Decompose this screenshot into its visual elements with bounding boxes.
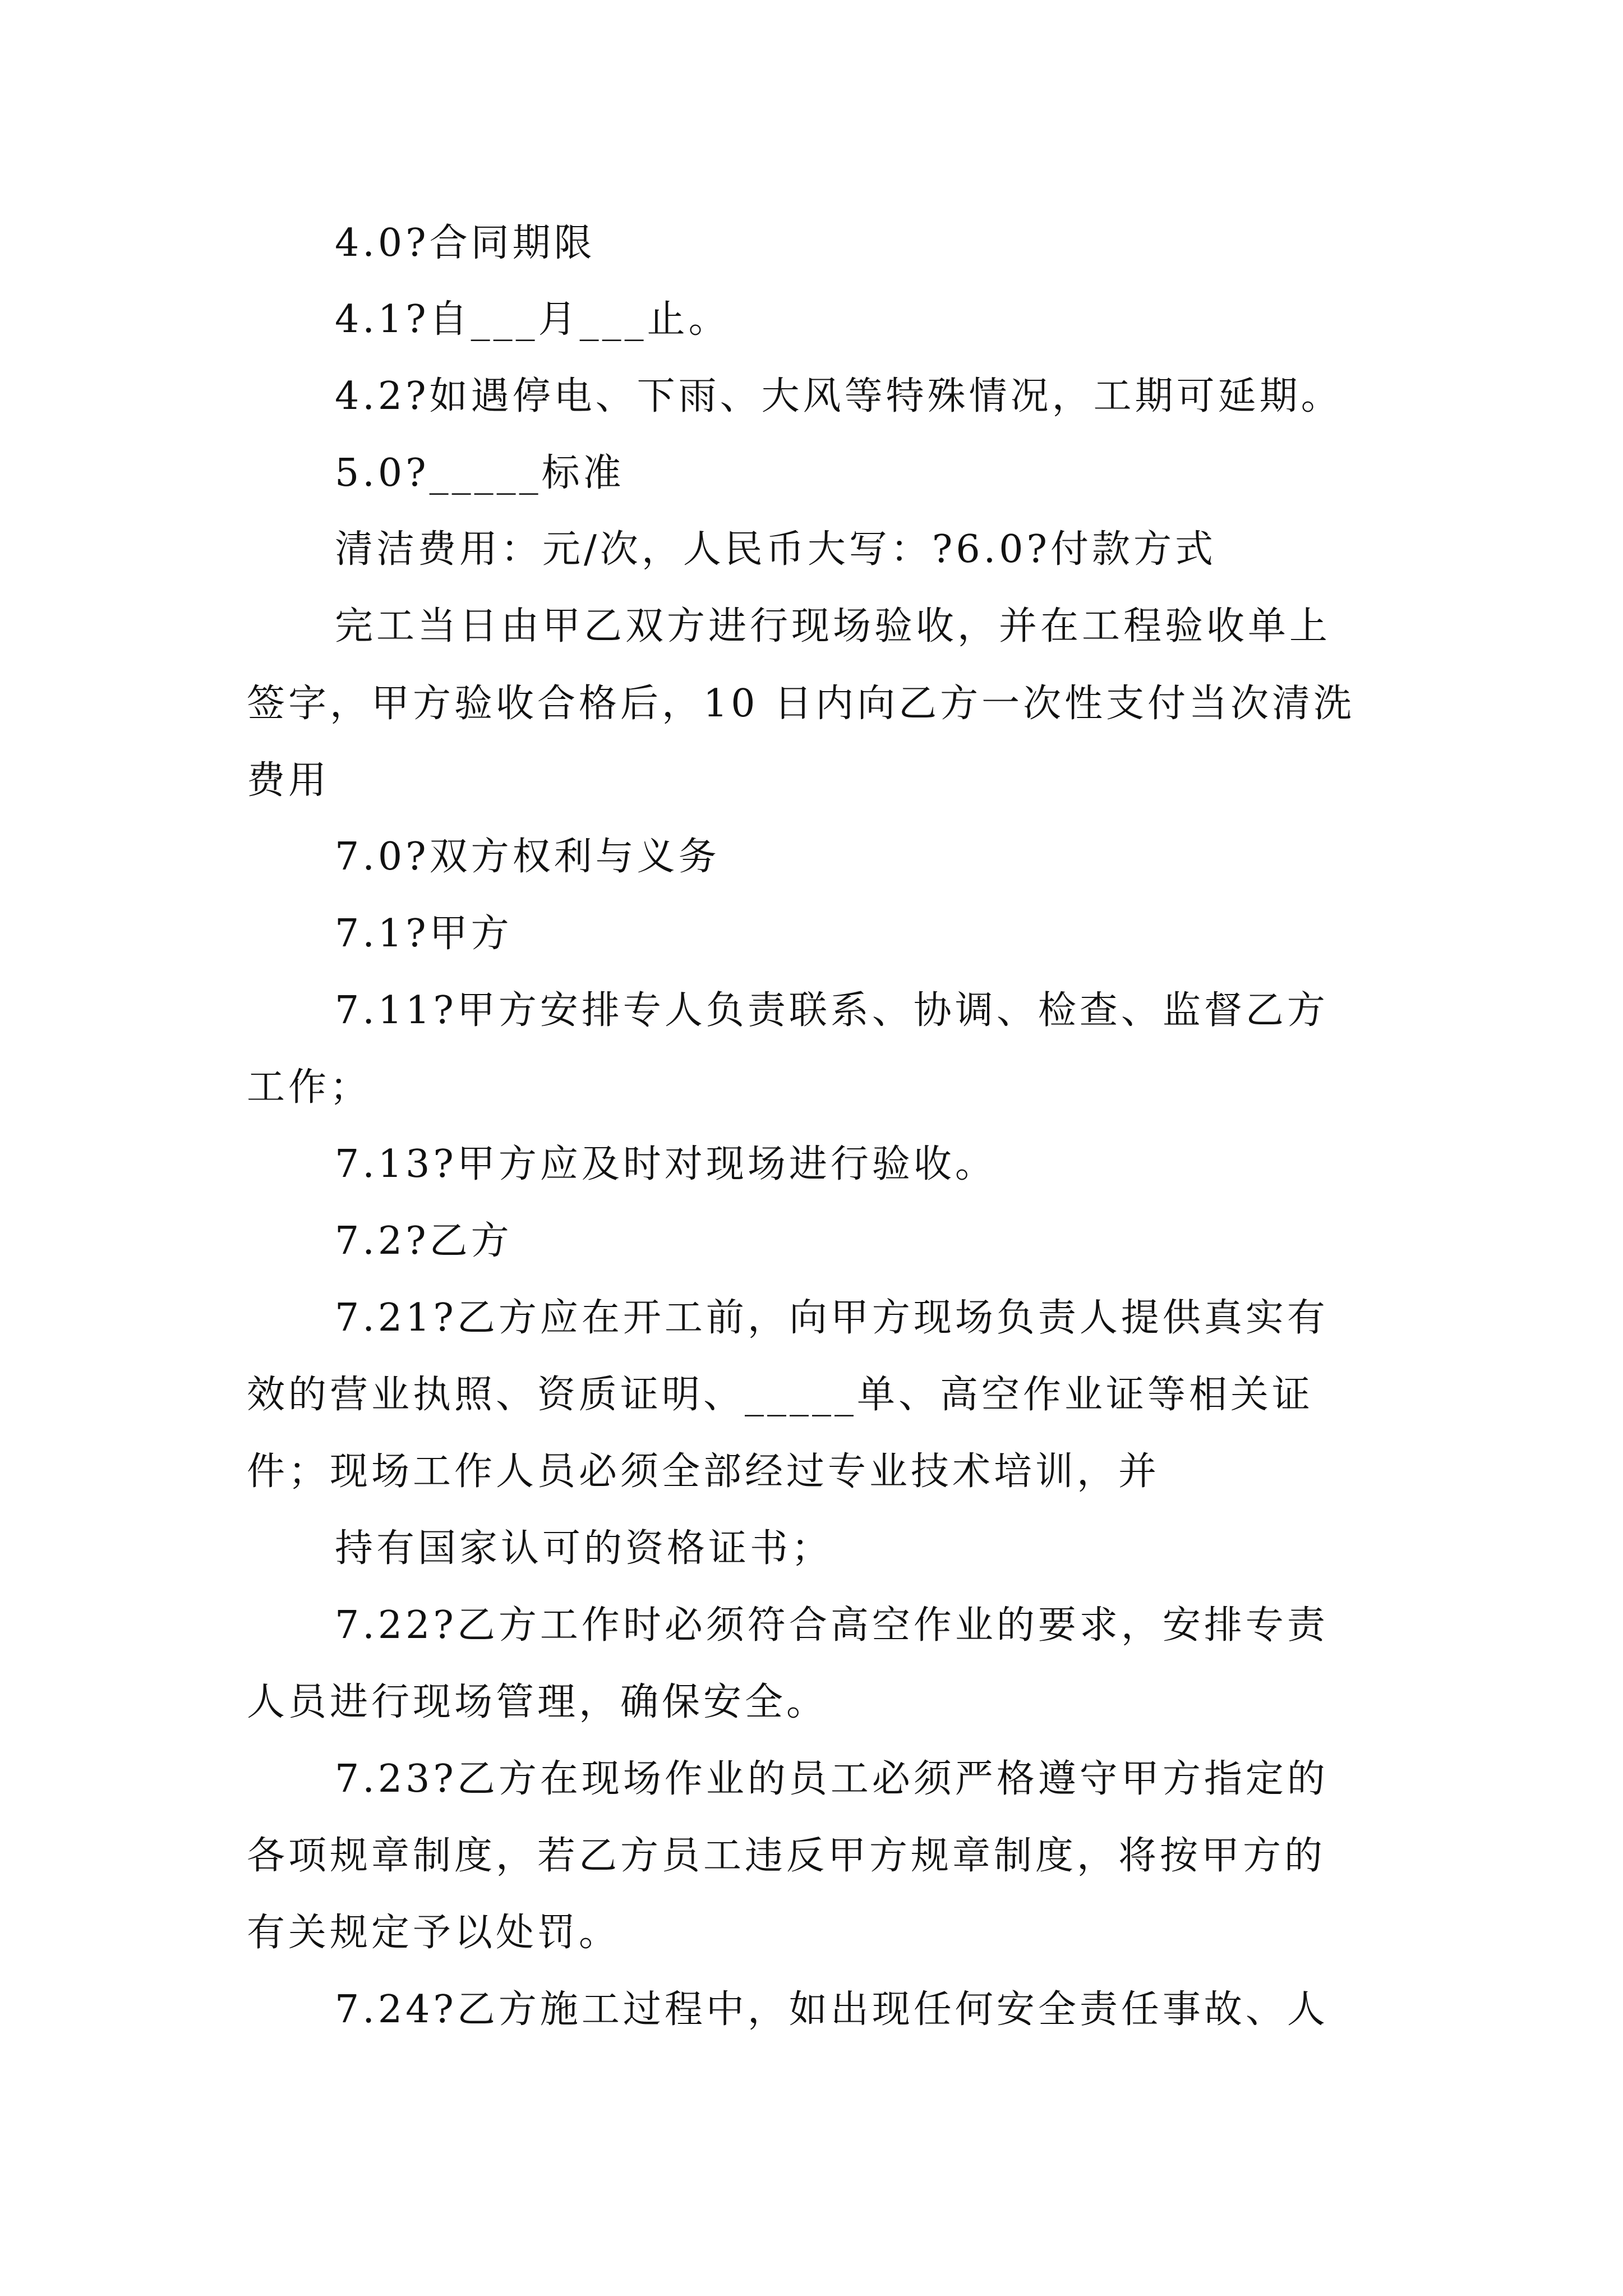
clause-7-23-line-3: 有关规定予以处罚。 bbox=[247, 1911, 621, 1955]
clause-7-1-heading: 7.1?甲方 bbox=[335, 912, 513, 956]
clause-7-11-line-1: 7.11?甲方安排专人负责联系、协调、检查、监督乙方 bbox=[335, 988, 1329, 1033]
clause-7-24-line-1: 7.24?乙方施工过程中，如出现任何安全责任事故、人 bbox=[335, 1987, 1329, 2032]
clause-4-1-text: 4.1?自___月___止。 bbox=[335, 297, 730, 342]
payment-paragraph-line-1: 完工当日由甲乙双方进行现场验收，并在工程验收单上 bbox=[335, 604, 1331, 648]
clause-7-13-text: 7.13?甲方应及时对现场进行验收。 bbox=[335, 1142, 997, 1186]
clause-7-21-line-3: 件；现场工作人员必须全部经过专业技术培训，并 bbox=[247, 1450, 1160, 1494]
clause-7-0-heading: 7.0?双方权利与义务 bbox=[335, 835, 720, 879]
payment-paragraph-line-3: 费用 bbox=[247, 758, 330, 803]
clause-7-21-line-1: 7.21?乙方应在开工前，向甲方现场负责人提供真实有 bbox=[335, 1296, 1329, 1340]
clause-7-23-line-1: 7.23?乙方在现场作业的员工必须严格遵守甲方指定的 bbox=[335, 1757, 1329, 1801]
clause-4-2-text: 4.2?如遇停电、下雨、大风等特殊情况，工期可延期。 bbox=[335, 374, 1343, 418]
clause-5-0-heading: 5.0?_____标准 bbox=[335, 451, 625, 495]
clause-7-2-heading: 7.2?乙方 bbox=[335, 1219, 513, 1263]
clause-7-21-line-2: 效的营业执照、资质证明、_____单、高空作业证等相关证 bbox=[247, 1373, 1314, 1417]
clause-7-22-line-2: 人员进行现场管理，确保安全。 bbox=[247, 1680, 828, 1724]
cleaning-fee-line: 清洁费用：元/次，人民币大写：?6.0?付款方式 bbox=[335, 527, 1216, 572]
clause-7-22-line-1: 7.22?乙方工作时必须符合高空作业的要求，安排专责 bbox=[335, 1603, 1329, 1648]
clause-4-0-heading: 4.0?合同期限 bbox=[335, 221, 596, 265]
clause-7-21-line-4: 持有国家认可的资格证书； bbox=[335, 1526, 833, 1571]
clause-7-23-line-2: 各项规章制度，若乙方员工违反甲方规章制度，将按甲方的 bbox=[247, 1834, 1326, 1878]
clause-7-11-line-2: 工作； bbox=[247, 1065, 372, 1110]
payment-paragraph-line-2: 签字，甲方验收合格后，10 日内向乙方一次性支付当次清洗 bbox=[247, 682, 1355, 726]
